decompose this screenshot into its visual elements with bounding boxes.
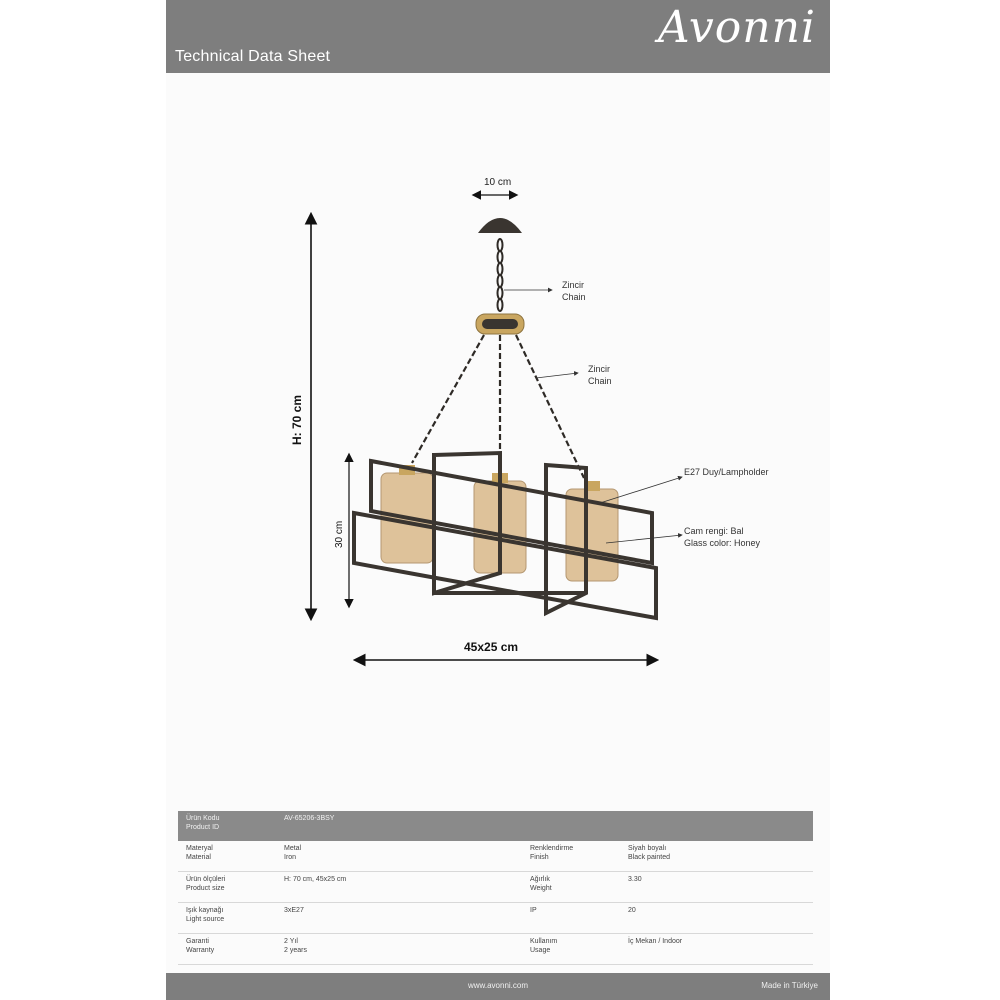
callout-lampholder: E27 Duy/Lampholder: [684, 467, 769, 477]
total-height-label: H: 70 cm: [290, 394, 304, 445]
product-id-value: AV-65206-3BSY: [276, 811, 813, 841]
table-row: [178, 811, 813, 841]
table-row: Garanti Warranty 2 Yıl 2 years Kullanım Usage İç Mekan / Indoor: [178, 934, 813, 965]
spec-table: [178, 811, 813, 965]
footer-made-in: Made in Türkiye: [761, 981, 818, 990]
table-row: Işık kaynağı Light source 3xE27 IP 20: [178, 903, 813, 934]
product-id-label: Ürün Kodu Product ID: [178, 811, 276, 841]
frame-height-label: 30 cm: [334, 520, 345, 548]
table-row: Ürün ölçüleri Product size H: 70 cm, 45x25 cm Ağırlık Weight 3.30: [178, 872, 813, 903]
table-row: Materyal Material Metal Iron Renklendirme Finish Siyah boyalı Black painted: [178, 841, 813, 872]
page-title: Technical Data Sheet: [175, 48, 331, 65]
top-chain: [498, 239, 503, 311]
brand-logo: Avonni: [657, 2, 816, 53]
footer-website-link[interactable]: www.avonni.com: [467, 981, 529, 990]
callout-glass-color: Cam rengi: Bal Glass color: Honey: [684, 526, 761, 548]
canopy-width-label: 10 cm: [484, 177, 512, 188]
canopy-shape: [478, 218, 522, 233]
header-bar: [166, 0, 830, 73]
callout-top-chain: Zincir Chain: [562, 280, 586, 302]
footer-bar: [166, 973, 830, 1000]
callout-arm-chain: Zincir Chain: [588, 364, 612, 386]
product-diagram: [166, 73, 830, 810]
footprint-label: 45x25 cm: [464, 640, 519, 654]
